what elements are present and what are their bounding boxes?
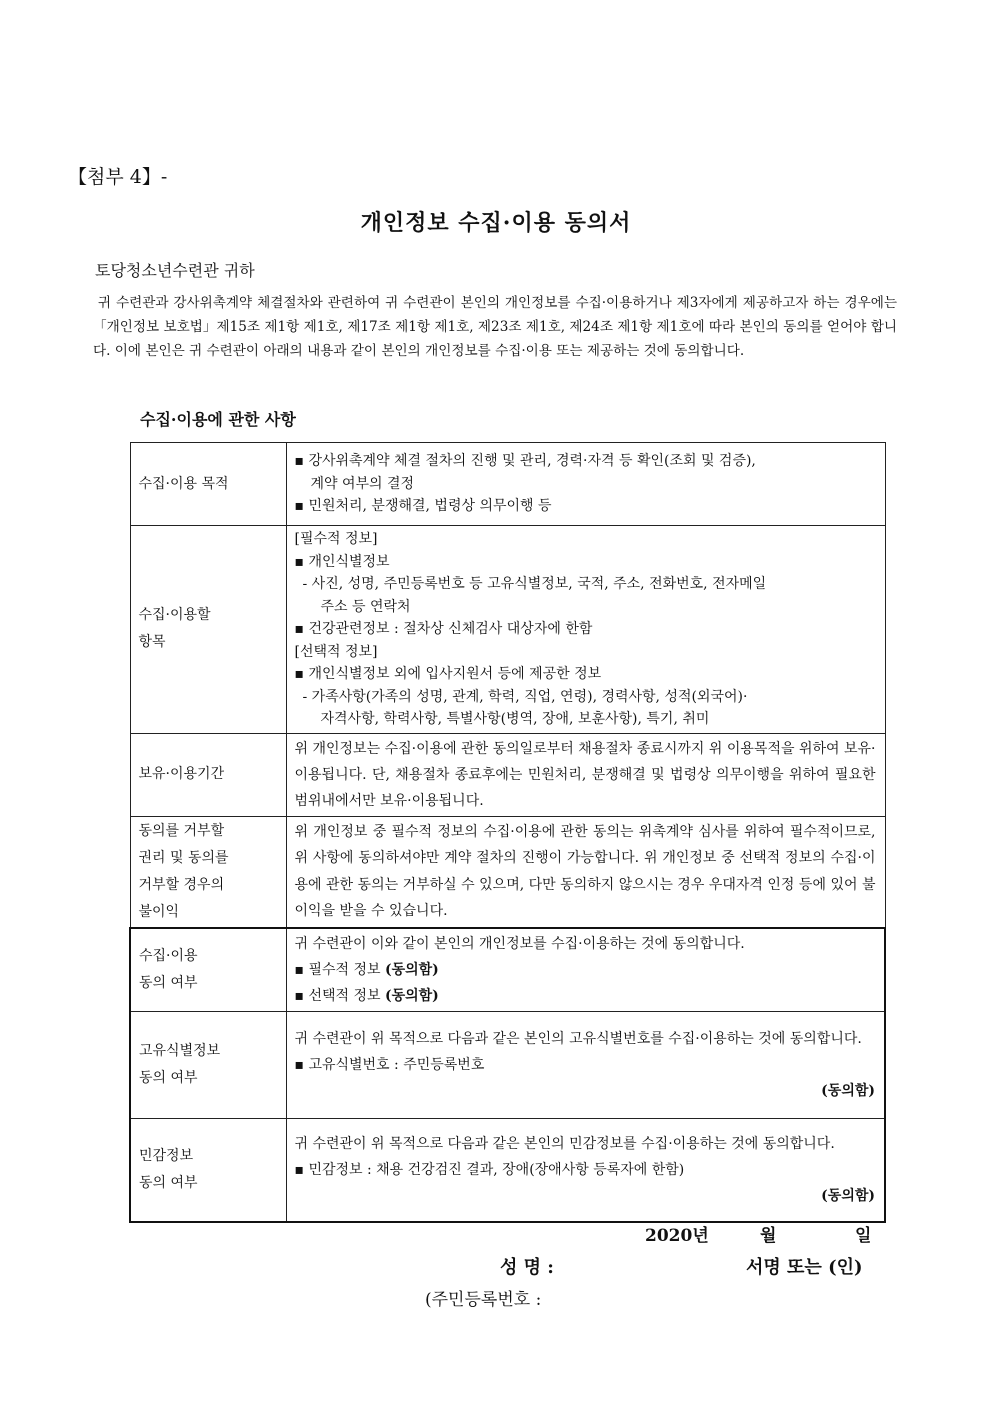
retention-label: 보유·이용기간 (130, 733, 286, 816)
unique-id-label-line-2: 동의 여부 (139, 1069, 198, 1086)
sensitive-mark[interactable]: (동의함) (821, 1187, 875, 1204)
unique-id-content (286, 1011, 885, 1118)
date-month[interactable]: 월 (760, 1226, 777, 1246)
name-label: 성 명 : (500, 1257, 554, 1278)
purpose-bullet-1: ▪ 강사위촉계약 체결 절차의 진행 및 관리, 경력·자격 등 확인(조회 및 검증), (294, 453, 756, 470)
consent-required-mark[interactable]: (동의함) (384, 961, 439, 978)
sensitive-content (286, 1118, 885, 1222)
refusal-text: 위 개인정보 중 필수적 정보의 수집·이용에 관한 동의는 위촉계약 심사를 위하여 필수적이므로, 위 사항에 동의하셔야만 계약 절차의 진행이 가능합니다. 위 개인정보 중 선택적 정보의 수집·이용에 관한 동의는 거부하실 수 있으며, 다만 동의하지 않으시는 경우 우대자격 인정 등에 있어 불이익을 받을 수 있습니다. (286, 816, 885, 928)
consent-optional-item (295, 983, 876, 1009)
sensitive-label (130, 1118, 286, 1222)
row-refusal (130, 816, 885, 928)
unique-id-item: ▪ 고유식별번호 : 주민등록번호 (294, 1056, 485, 1073)
row-sensitive (130, 1118, 885, 1222)
items-label-line-1: 수집·이용할 (138, 607, 211, 624)
consent-label (130, 928, 286, 1012)
row-unique-id (130, 1011, 885, 1118)
row-items (130, 526, 885, 734)
document-title: 개인정보 수집·이용 동의서 (360, 210, 632, 236)
row-consent (130, 928, 885, 1012)
items-label (130, 526, 286, 734)
sensitive-label-line-1: 민감정보 (139, 1147, 194, 1164)
signature-label[interactable]: 서명 또는 (인) (746, 1257, 863, 1278)
refusal-label-line-3: 거부할 경우의 (138, 876, 225, 893)
required-dash-1-cont: 주소 등 연락처 (320, 598, 411, 615)
required-bullet-2: ▪ 건강관련정보 : 절차상 신체검사 대상자에 한함 (294, 621, 593, 637)
optional-header: [선택적 정보] (294, 643, 378, 660)
purpose-bullet-2: ▪ 민원처리, 분쟁해결, 법령상 의무이행 등 (294, 498, 552, 515)
optional-dash-1-cont: 자격사항, 학력사항, 특별사항(병역, 장애, 보훈사항), 특기, 취미 (320, 711, 710, 727)
optional-bullet-1: ▪ 개인식별정보 외에 입사지원서 등에 제공한 정보 (294, 666, 602, 682)
addressee: 토당청소년수련관 귀하 (95, 261, 255, 280)
intro-text: 귀 수련관과 강사위촉계약 체결절차와 관련하여 귀 수련관이 본인의 개인정보를 수집·이용하거나 제3자에게 제공하고자 하는 경우에는「개인정보 보호법」제15조 제1항 제1호, 제17조 제1항 제1호, 제23조 제1호, 제24조 제1항 제1호에 따라 본인의 동의를 얻어야 합니다. 이에 본인은 귀 수련관이 아래의 내용과 같이 본인의 개인정보를 수집·이용 또는 제공하는 것에 동의합니다. (93, 295, 897, 359)
resident-number-label: (주민등록번호 : (425, 1290, 542, 1310)
items-label-line-2: 항목 (138, 634, 166, 651)
sensitive-label-line-2: 동의 여부 (139, 1174, 198, 1191)
refusal-label-line-4: 불이익 (138, 903, 180, 920)
optional-dash-1: - 가족사항(가족의 성명, 관계, 학력, 직업, 연령), 경력사항, 성적(외국어)· (302, 688, 748, 705)
consent-optional-mark[interactable]: (동의함) (384, 987, 439, 1004)
date-year[interactable]: 2020년 (645, 1226, 709, 1246)
purpose-label: 수집·이용 목적 (130, 443, 286, 526)
attachment-label: 【첨부 4】- (68, 166, 168, 188)
consent-optional-label: ▪ 선택적 정보 (294, 987, 385, 1004)
consent-content (286, 928, 885, 1012)
consent-label-line-2: 동의 여부 (139, 974, 198, 991)
intro-paragraph (93, 291, 897, 363)
consent-text: 귀 수련관이 이와 같이 본인의 개인정보를 수집·이용하는 것에 동의합니다. (294, 935, 745, 952)
unique-id-text: 귀 수련관이 위 목적으로 다음과 같은 본인의 고유식별번호를 수집·이용하는 것에 동의합니다. (294, 1030, 862, 1047)
required-dash-1: - 사진, 성명, 주민등록번호 등 고유식별정보, 국적, 주소, 전화번호, 전자메일 (302, 576, 767, 592)
unique-id-label-line-1: 고유식별정보 (139, 1042, 221, 1059)
items-content (286, 526, 885, 734)
sensitive-item: ▪ 민감정보 : 채용 건강검진 결과, 장애(장애사항 등록자에 한함) (294, 1161, 685, 1178)
refusal-label (130, 816, 286, 928)
purpose-content (286, 443, 885, 526)
purpose-bullet-1-cont: 계약 여부의 결정 (310, 475, 415, 492)
required-header: [필수적 정보] (294, 531, 378, 547)
consent-table (129, 442, 886, 1223)
consent-required-item (295, 957, 876, 983)
required-bullet-1: ▪ 개인식별정보 (294, 553, 390, 570)
sensitive-text: 귀 수련관이 위 목적으로 다음과 같은 본인의 민감정보를 수집·이용하는 것에 동의합니다. (294, 1135, 835, 1152)
row-retention (130, 733, 885, 816)
row-purpose (130, 443, 885, 526)
date-day[interactable]: 일 (855, 1226, 872, 1246)
refusal-label-line-2: 권리 및 동의를 (138, 849, 229, 866)
retention-text: 위 개인정보는 수집·이용에 관한 동의일로부터 채용절차 종료시까지 위 이용목적을 위하여 보유·이용됩니다. 단, 채용절차 종료후에는 민원처리, 분쟁해결 및 법령상 의무이행을 위하여 필요한 범위내에서만 보유·이용됩니다. (286, 733, 885, 816)
unique-id-mark[interactable]: (동의함) (821, 1082, 875, 1099)
consent-required-label: ▪ 필수적 정보 (294, 961, 385, 978)
unique-id-label (130, 1011, 286, 1118)
consent-label-line-1: 수집·이용 (139, 947, 198, 964)
refusal-label-line-1: 동의를 거부할 (138, 822, 225, 839)
section-title: 수집·이용에 관한 사항 (140, 410, 296, 429)
